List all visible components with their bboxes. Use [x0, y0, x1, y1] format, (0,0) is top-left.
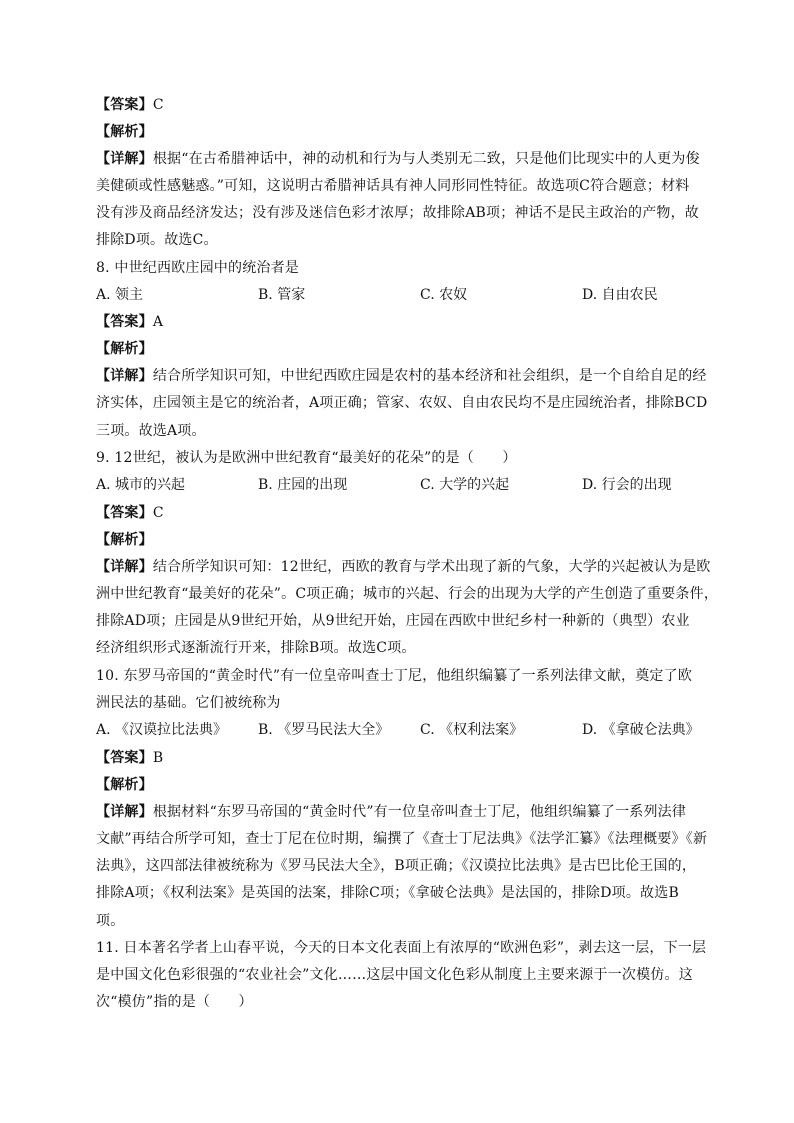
q9-analysis-label: 【解析】	[96, 532, 153, 548]
q9-stem: 9. 12世纪，被认为是欧洲中世纪教育“最美好的花朵”的是（ ）	[96, 450, 517, 466]
q7-analysis-label: 【解析】	[96, 124, 153, 140]
detail-label: 【详解】	[96, 151, 153, 167]
q8-option-d: D. 自由农民	[582, 287, 658, 303]
q10-option-c: C. 《权利法案》	[420, 722, 524, 738]
answer-label: 【答案】	[96, 505, 153, 521]
q8-option-c: C. 农奴	[420, 287, 468, 303]
q7-detail-line	[96, 149, 700, 169]
q8-option-b: B. 管家	[258, 287, 306, 303]
q10-detail-line: 法典》，这四部法律被统称为《罗马民法大全》，B项正确；《汉谟拉比法典》是古巴比伦王国的，	[96, 858, 697, 874]
detail-label: 【详解】	[96, 368, 153, 384]
q9-answer-value: C	[152, 505, 164, 521]
q9-option-b: B. 庄园的出现	[258, 477, 348, 493]
answer-label: 【答案】	[96, 750, 153, 766]
q7-detail-line: 美健硕或性感魅惑。”可知，这说明古希腊神话具有神人同形同性特征。故选项C符合题意；材料	[96, 178, 690, 194]
q7-answer-value: C	[152, 97, 164, 113]
q8-answer-value: A	[152, 314, 164, 330]
q7-detail-line: 排除D项。故选C。	[96, 232, 218, 248]
q8-detail-text-0: 结合所学知识可知，中世纪西欧庄园是农村的基本经济和社会组织，是一个自给自足的经	[152, 368, 707, 384]
q10-stem-line: 10. 东罗马帝国的“黄金时代”有一位皇帝叫查士丁尼，他组织编纂了一系列法律文献，奠定了欧	[96, 668, 693, 684]
q11-stem-line: 是中国文化色彩很强的“农业社会”文化……这层中国文化色彩从制度上主要来源于一次模仿。这	[96, 967, 693, 983]
q11-stem-line: 次“模仿”指的是（ ）	[96, 994, 253, 1010]
q9-detail-line: 洲中世纪教育“最美好的花朵”。C项正确；城市的兴起、行会的出现为大学的产生创造了重要条件，	[96, 586, 719, 602]
q9-detail-line: 经济组织形式逐渐流行开来，排除B项。故选C项。	[96, 640, 416, 656]
q10-option-a: A. 《汉谟拉比法典》	[96, 722, 228, 738]
q9-detail-text-0: 结合所学知识可知：12世纪，西欧的教育与学术出现了新的气象，大学的兴起被认为是欧	[152, 559, 711, 575]
q10-stem-line: 洲民法的基础。它们被统称为	[96, 695, 281, 711]
q8-detail-line: 三项。故选A项。	[96, 423, 206, 439]
q8-answer-line	[96, 312, 163, 332]
q10-analysis-label: 【解析】	[96, 777, 153, 793]
q10-answer-value: B	[152, 750, 164, 766]
answer-label: 【答案】	[96, 97, 153, 113]
q10-option-b: B. 《罗马民法大全》	[258, 722, 390, 738]
q8-detail-line: 济实体，庄园领主是它的统治者，A项正确；管家、农奴、自由农民均不是庄园统治者，排除BCD	[96, 395, 708, 411]
q10-detail-line	[96, 802, 686, 822]
q9-option-d: D. 行会的出现	[582, 477, 672, 493]
detail-label: 【详解】	[96, 804, 153, 820]
q10-detail-line: 排除A项；《权利法案》是英国的法案，排除C项；《拿破仑法典》是法国的，排除D项。故选B	[96, 885, 679, 901]
q10-option-d: D. 《拿破仑法典》	[582, 722, 700, 738]
q8-option-a: A. 领主	[96, 287, 144, 303]
detail-label: 【详解】	[96, 559, 153, 575]
q8-detail-line	[96, 366, 707, 386]
q7-detail-line: 没有涉及商品经济发达；没有涉及迷信色彩才浓厚；故排除AB项；神话不是民主政治的产物，故	[96, 205, 699, 221]
q9-answer-line	[96, 503, 164, 523]
answer-label: 【答案】	[96, 314, 153, 330]
q7-detail-text-0: 根据“在古希腊神话中，神的动机和行为与人类别无二致，只是他们比现实中的人更为俊	[152, 151, 700, 167]
q7-answer-line	[96, 95, 164, 115]
q9-detail-line	[96, 557, 711, 577]
q11-stem-line: 11. 日本著名学者上山春平说，今天的日本文化表面上有浓厚的“欧洲色彩”，剥去这一层，下一层	[96, 940, 707, 956]
q10-detail-line: 项。	[96, 913, 125, 929]
q9-option-c: C. 大学的兴起	[420, 477, 510, 493]
q8-stem: 8. 中世纪西欧庄园中的统治者是	[96, 260, 300, 276]
q10-detail-line: 文献”再结合所学可知，查士丁尼在位时期，编撰了《查士丁尼法典》《法学汇纂》《法理概要》《新	[96, 831, 708, 847]
q8-analysis-label: 【解析】	[96, 341, 153, 357]
q9-detail-line: 排除AD项；庄园是从9世纪开始，从9世纪开始，庄园在西欧中世纪乡村一种新的（典型）农业	[96, 613, 690, 629]
q10-answer-line	[96, 748, 163, 768]
q9-option-a: A. 城市的兴起	[96, 477, 186, 493]
q10-detail-text-0: 根据材料“东罗马帝国的“黄金时代”有一位皇帝叫查士丁尼，他组织编纂了一系列法律	[152, 804, 687, 820]
